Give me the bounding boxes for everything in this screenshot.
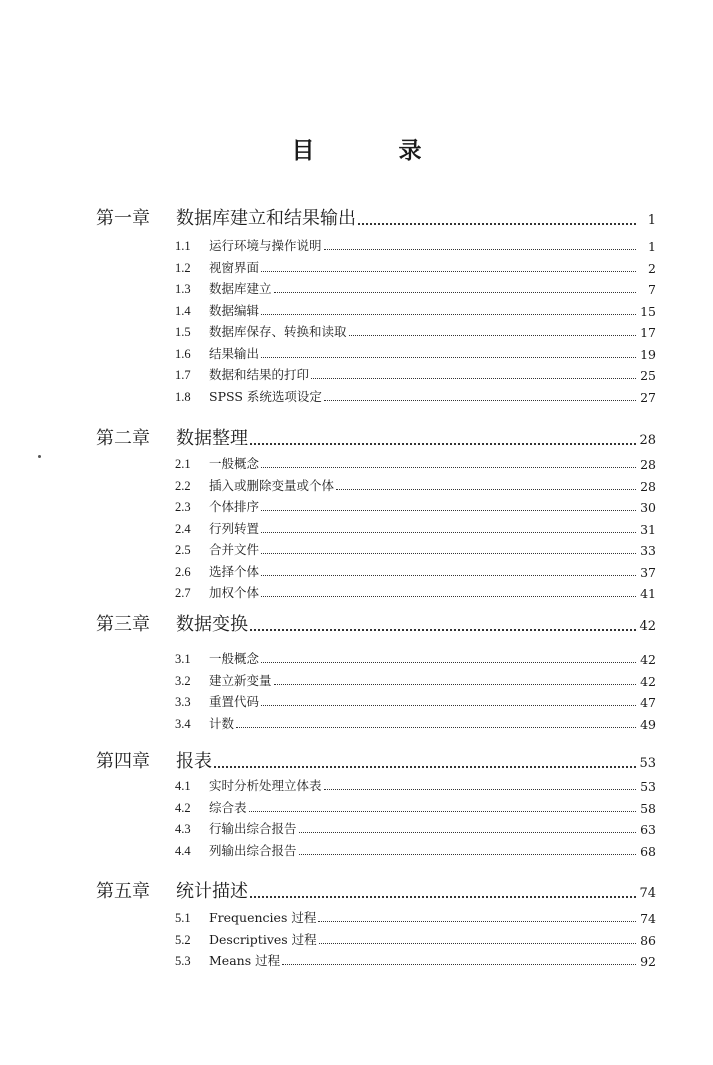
leader-dots [261,510,636,511]
section-entry[interactable] [175,712,656,732]
section-title: 重置代码 [209,694,260,709]
section-entry[interactable] [175,839,656,859]
section-number: 2.6 [175,564,191,579]
chapter-number: 第一章 [96,208,150,229]
leader-dots [311,378,636,379]
section-entry[interactable] [175,669,656,689]
section-title: Descriptives 过程 [209,931,317,947]
section-title: 合并文件 [209,542,260,557]
section-number: 1.3 [175,282,191,296]
section-entry[interactable] [175,385,656,405]
section-number: 1.6 [175,346,191,361]
section-number: 2.1 [175,457,191,471]
section-page-number: 27 [640,389,656,405]
section-page-number: 25 [640,368,656,383]
chapter-title: 数据变换 [176,614,248,635]
section-number: 5.3 [175,954,191,968]
chapter-entry[interactable] [96,869,656,903]
section-title: 结果输出 [209,345,260,361]
section-title: 建立新变量 [209,672,272,688]
leader-dots [236,727,636,728]
section-entry[interactable] [175,581,656,601]
section-number: 5.1 [175,911,191,925]
section-page-number: 86 [640,932,656,948]
section-entry[interactable] [175,342,656,362]
section-title: 数据库保存、转换和读取 [209,324,347,339]
leader-dots [250,896,636,898]
chapter-page-number: 1 [647,213,656,228]
section-page-number: 30 [640,500,656,515]
leader-dots [318,921,636,922]
section-entry[interactable] [175,774,656,794]
leader-dots [324,789,636,790]
section-number: 2.3 [175,500,191,514]
section-number: 2.5 [175,543,191,557]
section-title: 加权个体 [209,585,260,600]
section-title: 计数 [209,715,235,731]
section-number: 5.2 [175,932,191,947]
section-title: 列输出综合报告 [209,842,297,858]
section-title: 数据编辑 [209,302,260,318]
section-page-number: 1 [648,239,656,254]
leader-dots [261,271,636,272]
section-page-number: 19 [640,346,656,362]
leader-dots [250,629,636,631]
leader-dots [324,400,636,401]
section-entry[interactable] [175,647,656,667]
chapter-number: 第五章 [96,881,150,902]
section-title: 数据和结果的打印 [209,367,310,382]
chapter-title: 统计描述 [176,881,248,902]
section-page-number: 68 [640,843,656,859]
section-entry[interactable] [175,928,656,948]
leader-dots [274,292,636,293]
chapter-number: 第二章 [96,428,150,449]
chapter-page-number: 42 [639,619,656,634]
chapter-number: 第三章 [96,614,150,635]
leader-dots [261,467,636,468]
section-title: 行列转置 [209,520,260,536]
section-entry[interactable] [175,796,656,816]
section-entry[interactable] [175,256,656,276]
section-number: 3.4 [175,716,191,731]
section-entry[interactable] [175,690,656,710]
leader-dots [319,943,636,944]
section-page-number: 41 [640,586,656,601]
section-page-number: 7 [648,282,656,297]
leader-dots [261,705,636,706]
section-entry[interactable] [175,452,656,472]
chapter-title: 报表 [176,751,212,772]
leader-dots [349,335,636,336]
section-number: 3.3 [175,695,191,709]
leader-dots [261,314,636,315]
section-page-number: 2 [648,260,656,276]
section-number: 1.4 [175,303,191,318]
chapter-title: 数据整理 [176,428,248,449]
section-entry[interactable] [175,560,656,580]
section-page-number: 17 [640,325,656,340]
chapter-number: 第四章 [96,751,150,772]
leader-dots [336,489,636,490]
section-page-number: 49 [640,716,656,732]
section-number: 1.7 [175,368,191,382]
section-page-number: 15 [640,303,656,319]
section-number: 2.7 [175,586,191,600]
section-number: 3.1 [175,652,191,666]
section-number: 1.8 [175,389,191,404]
section-number: 3.2 [175,673,191,688]
section-title: 选择个体 [209,563,260,579]
section-title: 插入或删除变量或个体 [209,477,335,493]
leader-dots [261,553,636,554]
leader-dots [261,596,636,597]
chapter-page-number: 74 [639,886,656,901]
leader-dots [261,357,636,358]
section-title: 一般概念 [209,651,260,666]
section-entry[interactable] [175,363,656,383]
section-entry[interactable] [175,906,656,926]
section-entry[interactable] [175,817,656,837]
section-number: 1.1 [175,239,191,253]
chapter-entry[interactable] [96,602,656,636]
section-entry[interactable] [175,495,656,515]
leader-dots [282,964,636,965]
chapter-title: 数据库建立和结果输出 [176,208,356,229]
section-entry[interactable] [175,949,656,969]
section-title: 视窗界面 [209,259,260,275]
section-title: Means 过程 [209,953,281,968]
section-number: 1.2 [175,260,191,275]
chapter-page-number: 28 [639,433,656,448]
section-page-number: 28 [640,478,656,494]
section-number: 2.2 [175,478,191,493]
section-page-number: 63 [640,822,656,837]
section-number: 4.3 [175,822,191,836]
section-title: 运行环境与操作说明 [209,238,322,253]
section-title: SPSS 系统选项设定 [209,388,322,404]
leader-dots [214,766,636,768]
section-number: 1.5 [175,325,191,339]
section-page-number: 33 [640,543,656,558]
section-title: 行输出综合报告 [209,821,297,836]
section-entry[interactable] [175,538,656,558]
section-title: 个体排序 [209,499,260,514]
section-title: 一般概念 [209,456,260,471]
section-entry[interactable] [175,234,656,254]
chapter-entry[interactable] [96,196,656,230]
section-number: 4.2 [175,800,191,815]
section-title: 综合表 [209,799,247,815]
section-page-number: 42 [640,673,656,689]
section-number: 2.4 [175,521,191,536]
section-page-number: 28 [640,457,656,472]
leader-dots [261,662,636,663]
section-entry[interactable] [175,517,656,537]
section-page-number: 31 [640,521,656,537]
leader-dots [261,575,636,576]
section-number: 4.1 [175,779,191,793]
section-title: 数据库建立 [209,281,272,296]
section-entry[interactable] [175,320,656,340]
margin-mark [38,455,41,458]
section-entry[interactable] [175,299,656,319]
page-title: 目 录 [291,137,460,164]
section-entry[interactable] [175,474,656,494]
leader-dots [358,223,636,225]
leader-dots [261,532,636,533]
leader-dots [249,811,636,812]
section-page-number: 58 [640,800,656,816]
section-page-number: 47 [640,695,656,710]
section-number: 4.4 [175,843,191,858]
section-page-number: 92 [640,954,656,969]
leader-dots [299,832,636,833]
section-page-number: 37 [640,564,656,580]
leader-dots [250,443,636,445]
leader-dots [324,249,636,250]
section-page-number: 74 [640,911,656,926]
section-page-number: 42 [640,652,656,667]
chapter-entry[interactable] [96,416,656,450]
section-entry[interactable] [175,277,656,297]
leader-dots [299,854,636,855]
section-title: Frequencies 过程 [209,910,317,925]
chapter-page-number: 53 [639,756,656,771]
leader-dots [274,684,636,685]
section-page-number: 53 [640,779,656,794]
chapter-entry[interactable] [96,739,656,773]
section-title: 实时分析处理立体表 [209,778,322,793]
